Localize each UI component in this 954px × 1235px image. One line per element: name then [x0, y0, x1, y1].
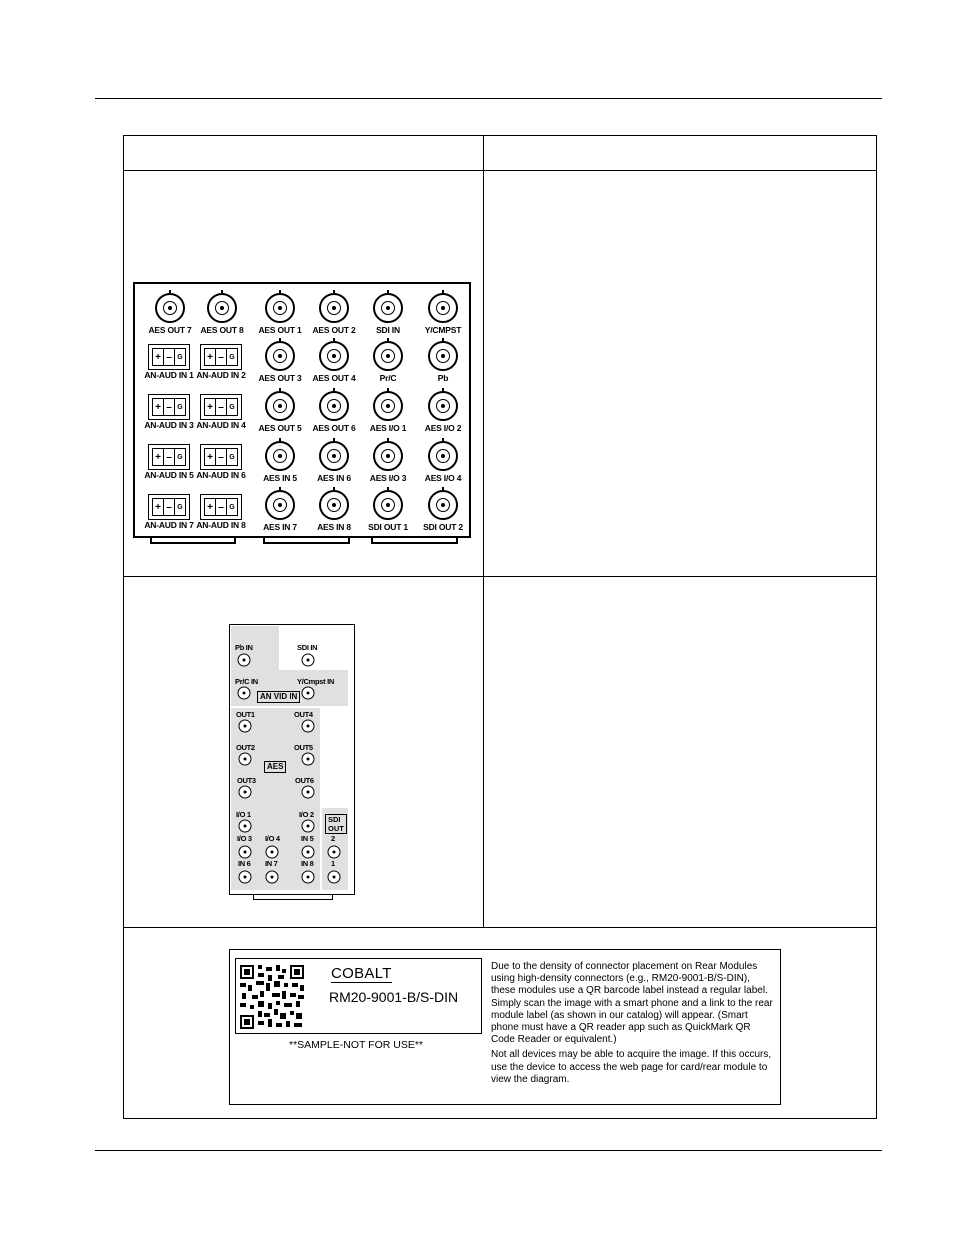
- bnc-connector: [373, 341, 403, 371]
- connector-label: AES IN 8: [317, 522, 351, 532]
- small-bnc-connector: [238, 654, 251, 667]
- terminal-block: [148, 444, 190, 470]
- terminal-pin: G: [177, 504, 183, 511]
- analog-input-label: AN-AUD IN 1: [144, 370, 194, 380]
- bnc-connector: [319, 341, 349, 371]
- bnc-connector: [428, 391, 458, 421]
- terminal-pin: G: [229, 354, 235, 361]
- terminal-pin: +: [153, 349, 164, 365]
- bnc-connector: [373, 391, 403, 421]
- connector-label: AES IN 7: [263, 522, 297, 532]
- terminal-pin: G: [229, 504, 235, 511]
- rear-label-pb-in: Pb IN: [235, 643, 253, 652]
- small-bnc-connector: [302, 871, 315, 884]
- small-bnc-connector: [266, 846, 279, 859]
- rear-label-io2: I/O 2: [299, 810, 314, 819]
- connector-label: AES I/O 1: [369, 423, 407, 433]
- terminal-pin: –: [216, 499, 227, 515]
- qr-description: [491, 961, 775, 1089]
- small-bnc-connector: [302, 846, 315, 859]
- bnc-connector: [428, 490, 458, 520]
- bnc-connector: [319, 490, 349, 520]
- table-header-left: [123, 135, 484, 171]
- terminal-pin: +: [205, 499, 216, 515]
- bnc-connector: [265, 441, 295, 471]
- connector-label: AES IN 5: [263, 473, 297, 483]
- small-bnc-connector: [239, 753, 252, 766]
- rear-label-sdi-in: SDI IN: [297, 643, 318, 652]
- terminal-pin: G: [229, 454, 235, 461]
- small-bnc-connector: [302, 720, 315, 733]
- small-bnc-connector: [239, 846, 252, 859]
- table-row-1-right: [483, 170, 877, 577]
- connector-label: AES OUT 1: [258, 325, 302, 335]
- rear-label-sdi-out-num2: 2: [331, 834, 335, 843]
- small-bnc-connector: [302, 654, 315, 667]
- terminal-block: [200, 394, 242, 420]
- qr-description-paragraph-1: Due to the density of connector placement on Rear Modules using high-density connectors (e.g., RM20-9001-B/S-DIN), these modules use a QR barcode label instead a regular label. Simply scan the image with a smart phone and a link to the rear module label (as shown in our catalog) will appear. (Smart phone must have a QR reader app such as QuickMark QR Code Reader or equivalent.): [491, 961, 773, 1046]
- bnc-connector: [428, 293, 458, 323]
- rear-label-sdi-out-num1: 1: [331, 859, 335, 868]
- rear-label-prc-in: Pr/C IN: [235, 677, 258, 686]
- connector-label: AES I/O 3: [369, 473, 407, 483]
- rear-label-out6: OUT6: [295, 776, 314, 785]
- connector-label: SDI OUT 1: [368, 522, 408, 532]
- terminal-block: [200, 344, 242, 370]
- rear-label-io4: I/O 4: [265, 834, 280, 843]
- terminal-block: [148, 394, 190, 420]
- rear-label-out4: OUT4: [294, 710, 313, 719]
- connector-label: AES IN 6: [317, 473, 351, 483]
- terminal-pin: –: [216, 449, 227, 465]
- small-bnc-connector: [302, 753, 315, 766]
- connector-label: AES OUT 5: [258, 423, 302, 433]
- analog-input-label: AN-AUD IN 4: [196, 420, 246, 430]
- rear-label-io1: I/O 1: [236, 810, 251, 819]
- bnc-connector: [265, 293, 295, 323]
- sdi-out-line-2: OUT: [328, 824, 344, 833]
- connector-label: AES I/O 4: [424, 473, 462, 483]
- analog-input-label: AN-AUD IN 3: [144, 420, 194, 430]
- panel-foot-2: [263, 537, 350, 544]
- analog-input-label: AN-AUD IN 7: [144, 520, 194, 530]
- small-bnc-connector: [328, 846, 341, 859]
- connector-label: AES OUT 8: [200, 325, 244, 335]
- connector-label: Y/CMPST: [424, 325, 462, 335]
- rear-label-ycmpst-in: Y/Cmpst IN: [297, 677, 335, 686]
- rear-label-out1: OUT1: [236, 710, 255, 719]
- connector-label: AES OUT 6: [312, 423, 356, 433]
- terminal-block: [148, 344, 190, 370]
- bnc-connector: [373, 441, 403, 471]
- header-rule: [95, 98, 882, 99]
- bnc-connector: [207, 293, 237, 323]
- footer-rule: [95, 1150, 882, 1151]
- model-number: RM20-9001-B/S-DIN: [329, 989, 459, 1005]
- analog-input-label: AN-AUD IN 6: [196, 470, 246, 480]
- rear-module-foot: [253, 894, 333, 900]
- terminal-pin: +: [153, 399, 164, 415]
- small-bnc-connector: [239, 871, 252, 884]
- terminal-pin: G: [177, 404, 183, 411]
- small-bnc-connector: [302, 820, 315, 833]
- connector-label: Pb: [437, 373, 449, 383]
- panel-foot-3: [371, 537, 458, 544]
- bnc-connector: [155, 293, 185, 323]
- terminal-pin: G: [229, 404, 235, 411]
- small-bnc-connector: [302, 786, 315, 799]
- small-bnc-connector: [239, 786, 252, 799]
- bnc-connector: [428, 441, 458, 471]
- terminal-pin: –: [216, 349, 227, 365]
- bnc-connector: [265, 490, 295, 520]
- terminal-block: [148, 494, 190, 520]
- connector-label: AES OUT 2: [312, 325, 356, 335]
- connector-label: AES OUT 3: [258, 373, 302, 383]
- connector-label: AES OUT 7: [148, 325, 192, 335]
- rear-label-io3: I/O 3: [237, 834, 252, 843]
- small-bnc-connector: [328, 871, 341, 884]
- rear-label-out2: OUT2: [236, 743, 255, 752]
- small-bnc-connector: [238, 687, 251, 700]
- connector-label: SDI IN: [376, 325, 400, 335]
- terminal-pin: G: [177, 454, 183, 461]
- rear-label-in6: IN 6: [238, 859, 251, 868]
- an-vid-in-label: AN VID IN: [257, 691, 300, 703]
- sdi-out-group-label: [325, 814, 347, 834]
- connector-label: AES OUT 4: [312, 373, 356, 383]
- terminal-pin: +: [205, 399, 216, 415]
- terminal-pin: –: [164, 399, 175, 415]
- terminal-pin: G: [177, 354, 183, 361]
- connector-label: Pr/C: [379, 373, 397, 383]
- small-bnc-connector: [239, 820, 252, 833]
- terminal-block: [200, 494, 242, 520]
- bnc-connector: [373, 293, 403, 323]
- panel-foot-1: [150, 537, 236, 544]
- rear-label-in8: IN 8: [301, 859, 314, 868]
- analog-input-label: AN-AUD IN 5: [144, 470, 194, 480]
- rear-label-out5: OUT5: [294, 743, 313, 752]
- small-bnc-connector: [302, 687, 315, 700]
- terminal-pin: –: [164, 349, 175, 365]
- rear-label-out3: OUT3: [237, 776, 256, 785]
- sample-note: **SAMPLE-NOT FOR USE**: [289, 1039, 424, 1051]
- bnc-connector: [319, 293, 349, 323]
- terminal-block: [200, 444, 242, 470]
- table-header-right: [483, 135, 877, 171]
- small-bnc-connector: [266, 871, 279, 884]
- analog-input-label: AN-AUD IN 2: [196, 370, 246, 380]
- bnc-connector: [373, 490, 403, 520]
- rear-label-in5: IN 5: [301, 834, 314, 843]
- qr-description-paragraph-2: Not all devices may be able to acquire the image. If this occurs, use the device to access the web page for card/rear module to view the diagram.: [491, 1049, 772, 1085]
- qr-code-image: [240, 965, 304, 1029]
- bnc-connector: [319, 391, 349, 421]
- sdi-out-line-1: SDI: [328, 815, 341, 824]
- bnc-connector: [319, 441, 349, 471]
- small-bnc-connector: [239, 720, 252, 733]
- brand-logo: COBALT: [331, 965, 392, 982]
- terminal-pin: +: [153, 499, 164, 515]
- table-row-2-right: [483, 576, 877, 928]
- bnc-connector: [265, 341, 295, 371]
- bnc-connector: [265, 391, 295, 421]
- rear-label-in7: IN 7: [265, 859, 278, 868]
- terminal-pin: –: [164, 449, 175, 465]
- analog-input-label: AN-AUD IN 8: [196, 520, 246, 530]
- bnc-connector: [428, 341, 458, 371]
- terminal-pin: +: [153, 449, 164, 465]
- terminal-pin: +: [205, 449, 216, 465]
- connector-label: AES I/O 2: [424, 423, 462, 433]
- terminal-pin: –: [164, 499, 175, 515]
- aes-group-label: AES: [264, 761, 286, 773]
- terminal-pin: –: [216, 399, 227, 415]
- connector-label: SDI OUT 2: [423, 522, 463, 532]
- terminal-pin: +: [205, 349, 216, 365]
